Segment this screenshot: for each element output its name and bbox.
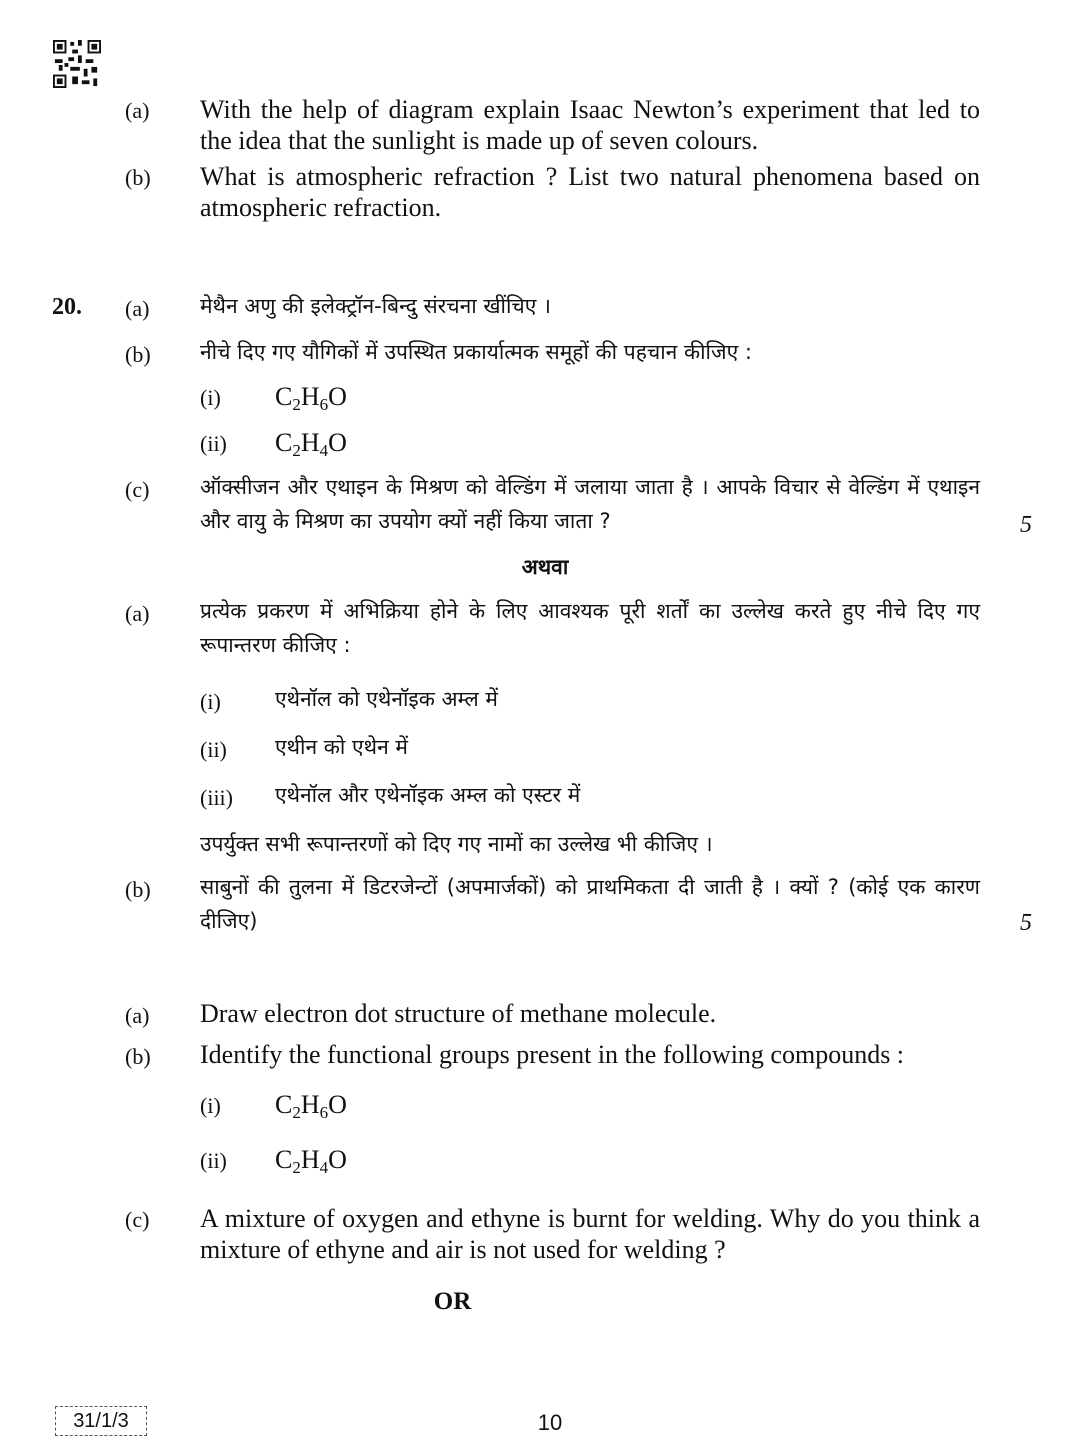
q20-hi-b-i-label: (i): [200, 385, 221, 410]
q19-b-text: What is atmospheric refraction ? List two natural phenomena based on atmospheric refraction.: [200, 162, 980, 222]
q20-hi-a-text: मेथैन अणु की इलेक्ट्रॉन-बिन्दु संरचना खींचिए ।: [200, 294, 551, 318]
q20-hi-alt-b-label: (b): [125, 877, 151, 902]
q20-en-c-text: A mixture of oxygen and ethyne is burnt for welding. Why do you think a mixture of ethyne and air is not used for welding ?: [200, 1204, 980, 1264]
q20-en-formula-2: $C_2H_4O$: [275, 1145, 347, 1177]
qr-code-icon: [53, 40, 101, 88]
q20-en-a-label: (a): [125, 1003, 150, 1028]
q20-hi-c-label: (c): [125, 477, 150, 502]
q20-hi-c-text: ऑक्सीजन और एथाइन के मिश्रण को वेल्डिंग में जलाया जाता है । आपके विचार से वेल्डिंग में एथाइन और वायु के मिश्रण का उपयोग क्यों नहीं किया जाता ?: [200, 475, 980, 533]
q20-hi-formula-2: $C_2H_4O$: [275, 428, 347, 460]
q20-hi-alt-a-label: (a): [125, 601, 150, 626]
q20-hi-b-text: नीचे दिए गए यौगिकों में उपस्थित प्रकार्यात्मक समूहों की पहचान कीजिए :: [200, 340, 752, 364]
marks: 5: [1020, 512, 1032, 538]
q20-hi-b-label: (b): [125, 342, 151, 367]
q20-hi-a-label: (a): [125, 296, 150, 321]
alt-marks: 5: [1020, 910, 1032, 936]
or-heading-english: OR: [433, 1288, 472, 1315]
q20-hi-alt-b-text: साबुनों की तुलना में डिटरजेन्टों (अपमार्जकों) को प्राथमिकता दी जाती है । क्यों ? (कोई एक कारण दीजिए): [200, 875, 980, 933]
question-number: 20.: [52, 294, 82, 320]
or-heading-hindi: अथवा: [521, 555, 569, 579]
q20-hi-b-ii-label: (ii): [200, 431, 227, 456]
q20-hi-alt-a-i-label: (i): [200, 689, 221, 714]
q20-hi-alt-a-ii-text: एथीन को एथेन में: [275, 735, 408, 759]
q20-en-formula-1: $C_2H_6O$: [275, 1090, 347, 1122]
page-number: 10: [537, 1410, 563, 1435]
q20-en-b-text: Identify the functional groups present in the following compounds :: [200, 1040, 905, 1069]
q20-hi-alt-a-iii-text: एथेनॉल और एथेनॉइक अम्ल को एस्टर में: [275, 783, 581, 807]
q20-hi-alt-a-text: प्रत्येक प्रकरण में अभिक्रिया होने के लिए आवश्यक पूरी शर्तों का उल्लेख करते हुए नीचे दिए गए रूपान्तरण कीजिए :: [200, 599, 980, 657]
q20-en-a-text: Draw electron dot structure of methane molecule.: [200, 999, 717, 1028]
q19-a-text: With the help of diagram explain Isaac Newton’s experiment that led to the idea that the sunlight is made up of seven colours.: [200, 95, 980, 155]
q20-hi-alt-a-i-text: एथेनॉल को एथेनॉइक अम्ल में: [275, 687, 498, 711]
q19-b-label: (b): [125, 165, 151, 190]
q20-en-b-i-label: (i): [200, 1093, 221, 1118]
q19-a-label: (a): [125, 98, 150, 123]
q20-hi-alt-a-ii-label: (ii): [200, 737, 227, 762]
q20-hi-formula-1: $C_2H_6O$: [275, 382, 347, 414]
paper-code: 31/1/3: [55, 1406, 147, 1436]
q20-en-b-ii-label: (ii): [200, 1148, 227, 1173]
q20-en-b-label: (b): [125, 1044, 151, 1069]
q20-en-c-label: (c): [125, 1207, 150, 1232]
q20-hi-alt-a-note: उपर्युक्त सभी रूपान्तरणों को दिए गए नामों का उल्लेख भी कीजिए ।: [200, 832, 713, 856]
q20-hi-alt-a-iii-label: (iii): [200, 785, 233, 810]
